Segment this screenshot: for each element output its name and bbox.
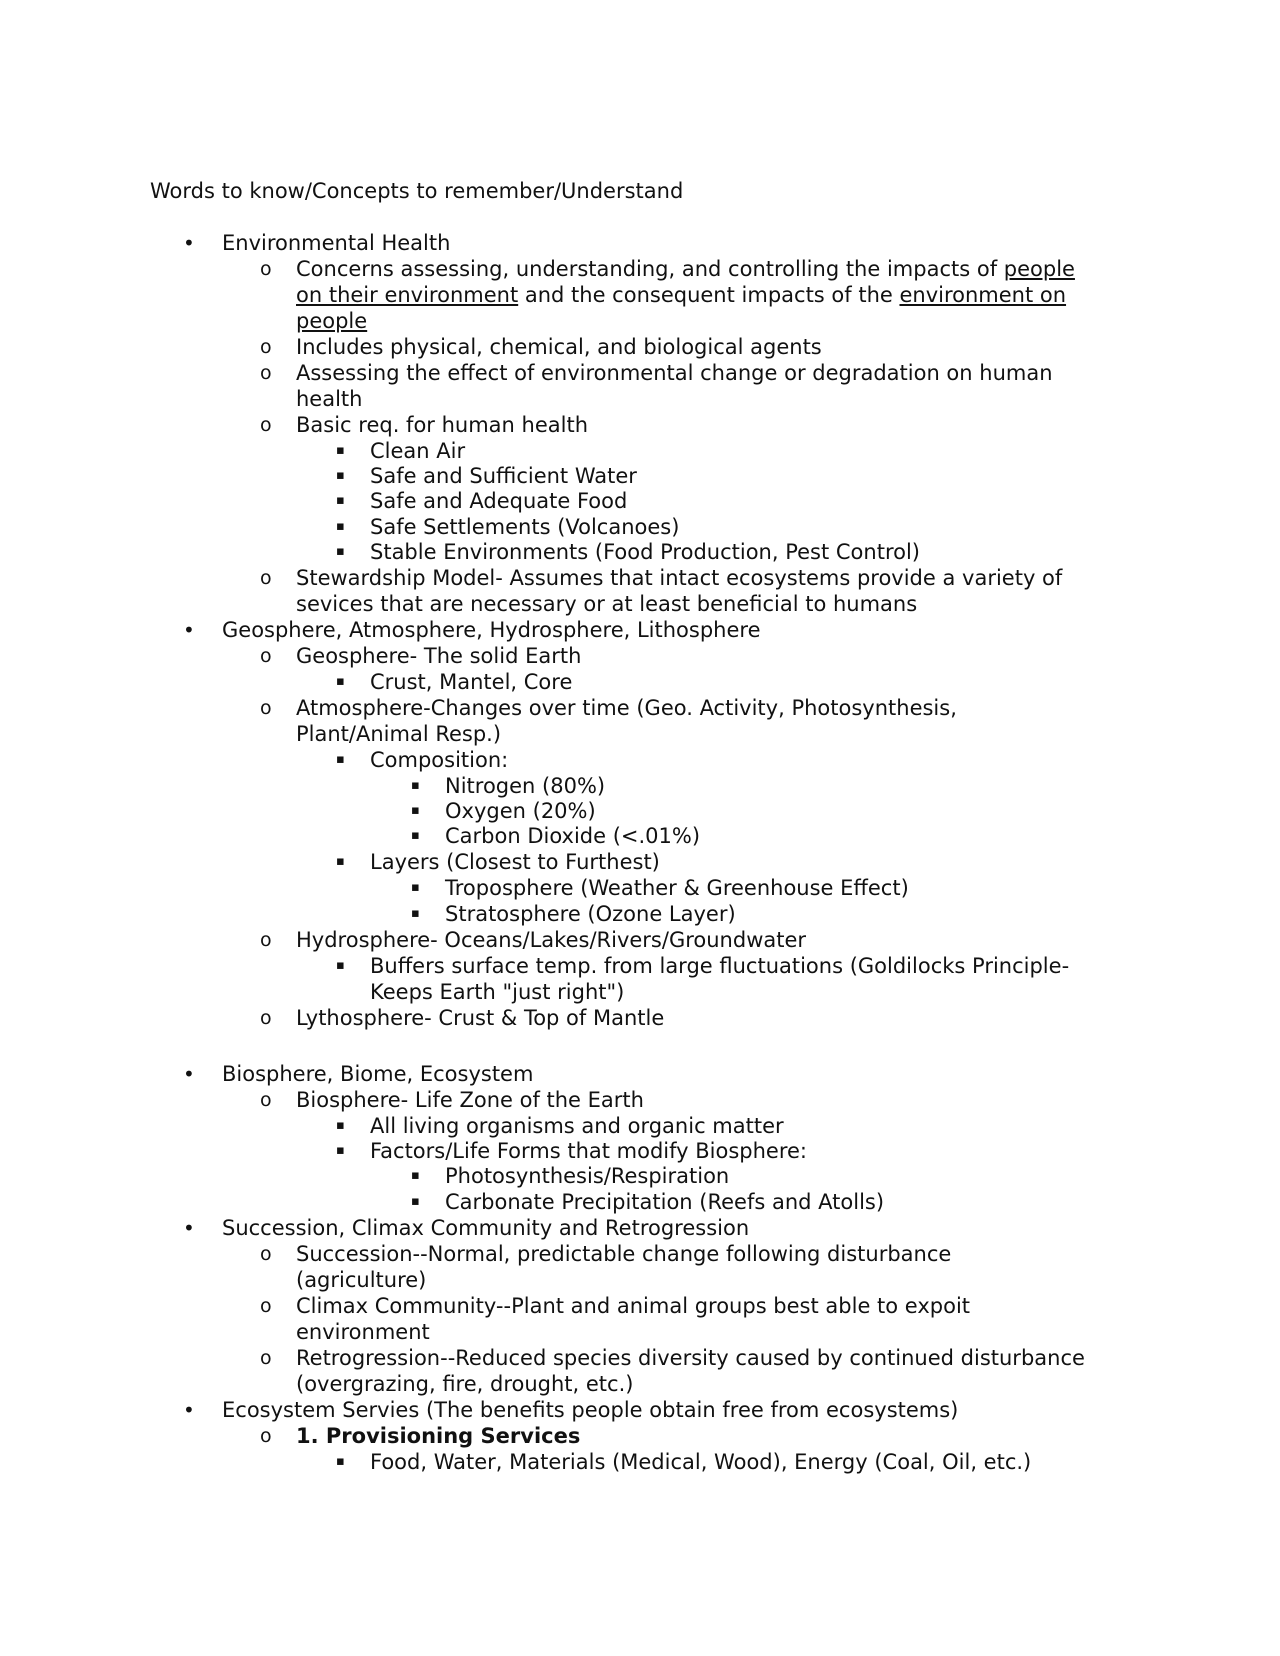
provisioning-services-heading: 1. Provisioning Services [296,1424,581,1448]
basic-req-line: Basic req. for human health [296,413,589,437]
geosphere-item: Crust, Mantel, Core [370,670,573,694]
succession-line-1: Succession--Normal, predictable change following disturbance [296,1242,952,1266]
stewardship-line-2: sevices that are necessary or at least beneficial to humans [296,592,918,616]
square-marker: ▪ [411,1194,420,1209]
all-living-line: All living organisms and organic matter [370,1114,784,1138]
concerns-middle: and the consequent impacts of the [518,283,900,307]
circle-marker: o [260,1295,272,1317]
geosphere-line: Geosphere- The solid Earth [296,644,582,668]
square-marker: ▪ [336,1454,345,1469]
circle-marker: o [260,414,272,436]
square-marker: ▪ [336,854,345,869]
circle-marker: o [260,1007,272,1029]
circle-marker: o [260,645,272,667]
bullet-marker: • [183,618,195,642]
hydrosphere-line: Hydrosphere- Oceans/Lakes/Rivers/Groundwater [296,928,807,952]
circle-marker: o [260,258,272,280]
bullet-marker: • [183,1398,195,1422]
circle-marker: o [260,929,272,951]
layer-item: Troposphere (Weather & Greenhouse Effect) [445,876,909,900]
square-marker: ▪ [336,493,345,508]
circle-marker: o [260,362,272,384]
square-marker: ▪ [336,958,345,973]
buffers-line-1: Buffers surface temp. from large fluctuations (Goldilocks Principle- [370,954,1070,978]
bullet-marker: • [183,1062,195,1086]
square-marker: ▪ [411,906,420,921]
life-zone-line: Biosphere- Life Zone of the Earth [296,1088,644,1112]
square-marker: ▪ [336,519,345,534]
composition-item: Carbon Dioxide (<.01%) [445,824,701,848]
topic-environmental-health: Environmental Health [222,231,451,255]
square-marker: ▪ [336,1118,345,1133]
topic-succession: Succession, Climax Community and Retrogression [222,1216,750,1240]
factor-item: Photosynthesis/Respiration [445,1164,730,1188]
concerns-line-3 [296,308,367,334]
bullet-marker: • [183,231,195,255]
square-marker: ▪ [336,544,345,559]
circle-marker: o [260,336,272,358]
concerns-line-1 [296,256,1075,282]
square-marker: ▪ [411,828,420,843]
factors-line: Factors/Life Forms that modify Biosphere: [370,1139,808,1163]
composition-line: Composition: [370,748,509,772]
page-title: Words to know/Concepts to remember/Understand [150,179,684,203]
buffers-line-2: Keeps Earth "just right") [370,980,625,1004]
basic-item: Safe and Sufficient Water [370,464,637,488]
square-marker: ▪ [336,752,345,767]
circle-marker: o [260,1243,272,1265]
circle-marker: o [260,567,272,589]
retrogression-line-2: (overgrazing, fire, drought, etc.) [296,1372,634,1396]
concerns-line-2 [296,282,1066,308]
square-marker: ▪ [411,1168,420,1183]
assessing-line-2: health [296,387,363,411]
square-marker: ▪ [411,803,420,818]
square-marker: ▪ [336,468,345,483]
circle-marker: o [260,1347,272,1369]
provisioning-item: Food, Water, Materials (Medical, Wood), Energy (Coal, Oil, etc.) [370,1450,1032,1474]
succession-line-2: (agriculture) [296,1268,427,1292]
square-marker: ▪ [411,880,420,895]
basic-item: Stable Environments (Food Production, Pest Control) [370,540,920,564]
atmosphere-line-1: Atmosphere-Changes over time (Geo. Activity, Photosynthesis, [296,696,957,720]
underlined-environment-on-people-1: environment on [899,283,1067,307]
basic-item: Clean Air [370,439,466,463]
composition-item: Oxygen (20%) [445,799,596,823]
topic-ecosystem-services: Ecosystem Servies (The benefits people obtain free from ecosystems) [222,1398,959,1422]
topic-biosphere: Biosphere, Biome, Ecosystem [222,1062,534,1086]
lythosphere-line: Lythosphere- Crust & Top of Mantle [296,1006,665,1030]
assessing-line-1: Assessing the effect of environmental change or degradation on human [296,361,1053,385]
underlined-people-on-environment-1: people [1003,257,1075,281]
includes-line: Includes physical, chemical, and biological agents [296,335,822,359]
square-marker: ▪ [411,778,420,793]
climax-line-2: environment [296,1320,430,1344]
square-marker: ▪ [336,443,345,458]
circle-marker: o [260,697,272,719]
basic-item: Safe Settlements (Volcanoes) [370,515,680,539]
bullet-marker: • [183,1216,195,1240]
atmosphere-line-2: Plant/Animal Resp.) [296,722,502,746]
factor-item: Carbonate Precipitation (Reefs and Atolls) [445,1190,885,1214]
climax-line-1: Climax Community--Plant and animal groups best able to expoit [296,1294,971,1318]
underlined-environment-on-people-2: people [296,309,368,333]
circle-marker: o [260,1425,272,1447]
layers-line: Layers (Closest to Furthest) [370,850,660,874]
square-marker: ▪ [336,1143,345,1158]
square-marker: ▪ [336,674,345,689]
underlined-people-on-environment-2: on their environment [296,283,519,307]
composition-item: Nitrogen (80%) [445,774,606,798]
layer-item: Stratosphere (Ozone Layer) [445,902,736,926]
topic-spheres: Geosphere, Atmosphere, Hydrosphere, Lithosphere [222,618,761,642]
circle-marker: o [260,1089,272,1111]
basic-item: Safe and Adequate Food [370,489,628,513]
stewardship-line-1: Stewardship Model- Assumes that intact ecosystems provide a variety of [296,566,1063,590]
retrogression-line-1: Retrogression--Reduced species diversity caused by continued disturbance [296,1346,1085,1370]
concerns-prefix: Concerns assessing, understanding, and controlling the impacts of [296,257,1004,281]
